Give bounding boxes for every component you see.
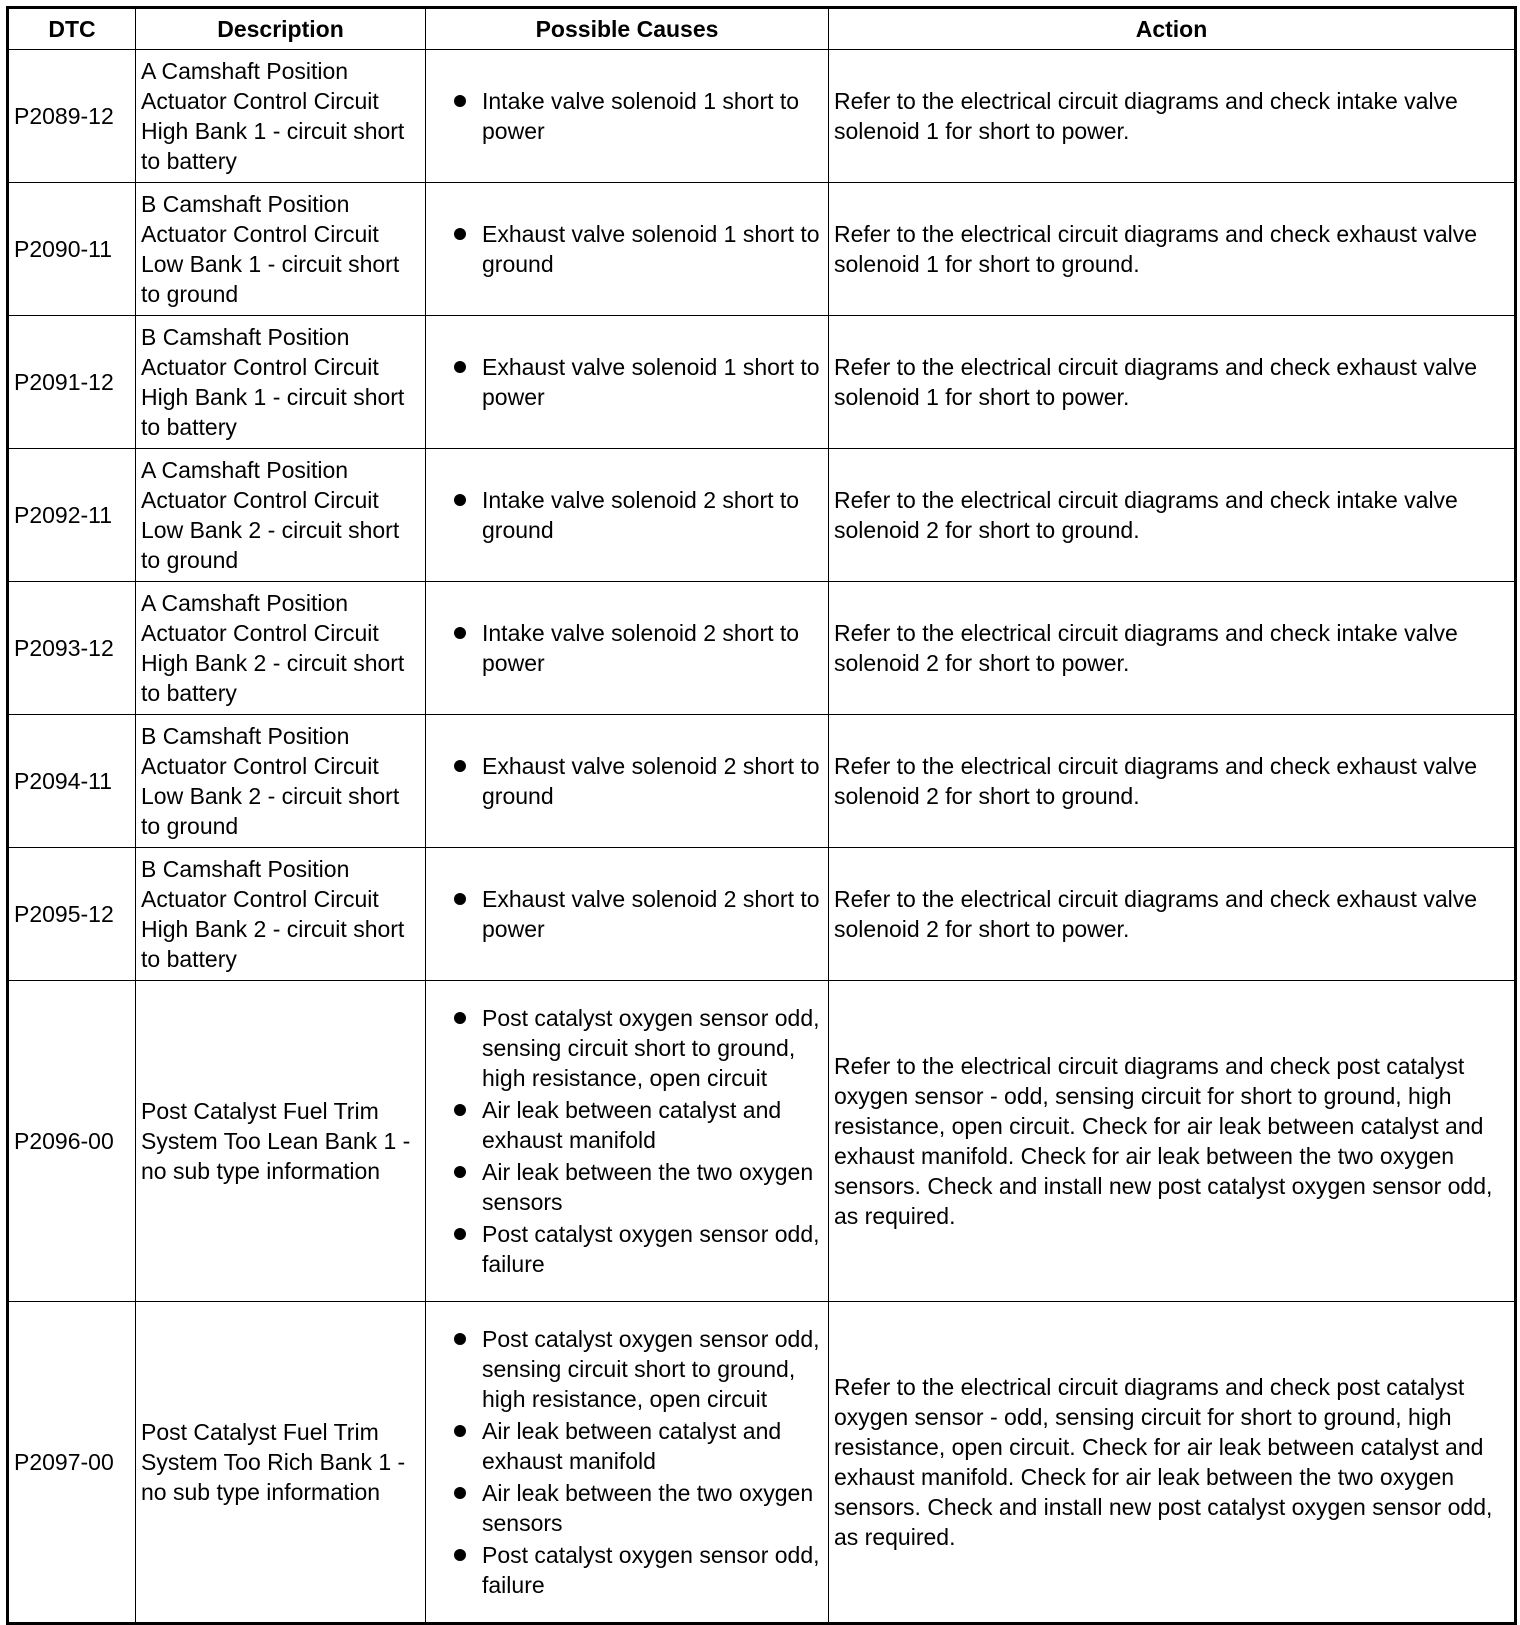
dtc-code: P2097-00 xyxy=(8,1302,136,1624)
cause-text: Exhaust valve solenoid 2 short to ground xyxy=(482,753,820,809)
table-row xyxy=(8,981,1516,1302)
cause-item xyxy=(431,1416,823,1476)
cause-text: Exhaust valve solenoid 2 short to power xyxy=(482,886,820,942)
table-row xyxy=(8,582,1516,715)
header-dtc: DTC xyxy=(8,8,136,50)
cause-text: Post catalyst oxygen sensor odd, failure xyxy=(482,1542,820,1598)
causes-list xyxy=(431,485,823,545)
table-row xyxy=(8,1302,1516,1624)
dtc-code: P2090-11 xyxy=(8,183,136,316)
dtc-description: B Camshaft Position Actuator Control Circuit High Bank 2 - circuit short to battery xyxy=(136,848,426,981)
cause-item xyxy=(431,219,823,279)
dtc-code: P2095-12 xyxy=(8,848,136,981)
causes-list xyxy=(431,352,823,412)
header-action: Action xyxy=(829,8,1516,50)
dtc-description: B Camshaft Position Actuator Control Circuit Low Bank 1 - circuit short to ground xyxy=(136,183,426,316)
header-description: Description xyxy=(136,8,426,50)
cause-text: Post catalyst oxygen sensor odd, sensing circuit short to ground, high resistance, open circuit xyxy=(482,1326,820,1412)
action-text: Refer to the electrical circuit diagrams and check intake valve solenoid 2 for short to ground. xyxy=(829,449,1516,582)
bullet-icon xyxy=(454,1425,466,1437)
dtc-table xyxy=(6,6,1517,1625)
action-text: Refer to the electrical circuit diagrams and check intake valve solenoid 1 for short to power. xyxy=(829,50,1516,183)
cause-text: Exhaust valve solenoid 1 short to power xyxy=(482,354,820,410)
action-text: Refer to the electrical circuit diagrams and check post catalyst oxygen sensor - odd, sensing circuit for short to ground, high resistance, open circuit. Check for air leak between catalyst and exhaust manifold. Check for air leak between the two oxygen sensors. Check and install new post catalyst oxygen sensor odd, as required. xyxy=(829,1302,1516,1624)
causes-list xyxy=(431,219,823,279)
bullet-icon xyxy=(454,1549,466,1561)
cause-item xyxy=(431,618,823,678)
cause-text: Post catalyst oxygen sensor odd, sensing circuit short to ground, high resistance, open circuit xyxy=(482,1005,820,1091)
possible-causes-cell xyxy=(426,316,829,449)
bullet-icon xyxy=(454,1012,466,1024)
cause-item xyxy=(431,1478,823,1538)
cause-item xyxy=(431,1219,823,1279)
possible-causes-cell xyxy=(426,1302,829,1624)
cause-item xyxy=(431,86,823,146)
cause-item xyxy=(431,751,823,811)
bullet-icon xyxy=(454,494,466,506)
bullet-icon xyxy=(454,95,466,107)
bullet-icon xyxy=(454,760,466,772)
dtc-code: P2089-12 xyxy=(8,50,136,183)
dtc-code: P2096-00 xyxy=(8,981,136,1302)
dtc-description: B Camshaft Position Actuator Control Circuit High Bank 1 - circuit short to battery xyxy=(136,316,426,449)
possible-causes-cell xyxy=(426,449,829,582)
action-text: Refer to the electrical circuit diagrams and check exhaust valve solenoid 1 for short to ground. xyxy=(829,183,1516,316)
possible-causes-cell xyxy=(426,50,829,183)
cause-text: Air leak between catalyst and exhaust manifold xyxy=(482,1418,782,1474)
bullet-icon xyxy=(454,228,466,240)
bullet-icon xyxy=(454,1228,466,1240)
dtc-description: Post Catalyst Fuel Trim System Too Rich Bank 1 - no sub type information xyxy=(136,1302,426,1624)
action-text: Refer to the electrical circuit diagrams and check post catalyst oxygen sensor - odd, sensing circuit for short to ground, high resistance, open circuit. Check for air leak between catalyst and exhaust manifold. Check for air leak between the two oxygen sensors. Check and install new post catalyst oxygen sensor odd, as required. xyxy=(829,981,1516,1302)
causes-list xyxy=(431,618,823,678)
table-row xyxy=(8,715,1516,848)
dtc-description: A Camshaft Position Actuator Control Circuit Low Bank 2 - circuit short to ground xyxy=(136,449,426,582)
table-row xyxy=(8,50,1516,183)
bullet-icon xyxy=(454,627,466,639)
table-header-row xyxy=(8,8,1516,50)
cause-text: Post catalyst oxygen sensor odd, failure xyxy=(482,1221,820,1277)
cause-item xyxy=(431,1003,823,1093)
dtc-code: P2094-11 xyxy=(8,715,136,848)
action-text: Refer to the electrical circuit diagrams and check intake valve solenoid 2 for short to power. xyxy=(829,582,1516,715)
possible-causes-cell xyxy=(426,848,829,981)
causes-list xyxy=(431,884,823,944)
cause-item xyxy=(431,1540,823,1600)
action-text: Refer to the electrical circuit diagrams and check exhaust valve solenoid 2 for short to ground. xyxy=(829,715,1516,848)
causes-list xyxy=(431,1003,823,1279)
cause-item xyxy=(431,485,823,545)
dtc-description: A Camshaft Position Actuator Control Circuit High Bank 1 - circuit short to battery xyxy=(136,50,426,183)
causes-list xyxy=(431,1324,823,1600)
dtc-code: P2092-11 xyxy=(8,449,136,582)
cause-text: Air leak between the two oxygen sensors xyxy=(482,1159,814,1215)
causes-list xyxy=(431,751,823,811)
table-row xyxy=(8,848,1516,981)
cause-text: Air leak between catalyst and exhaust manifold xyxy=(482,1097,782,1153)
possible-causes-cell xyxy=(426,981,829,1302)
cause-item xyxy=(431,1095,823,1155)
cause-text: Exhaust valve solenoid 1 short to ground xyxy=(482,221,820,277)
cause-text: Intake valve solenoid 1 short to power xyxy=(482,88,800,144)
table-row xyxy=(8,183,1516,316)
bullet-icon xyxy=(454,1333,466,1345)
bullet-icon xyxy=(454,1487,466,1499)
dtc-description: B Camshaft Position Actuator Control Circuit Low Bank 2 - circuit short to ground xyxy=(136,715,426,848)
cause-item xyxy=(431,1324,823,1414)
dtc-code: P2093-12 xyxy=(8,582,136,715)
cause-item xyxy=(431,884,823,944)
table-row xyxy=(8,316,1516,449)
bullet-icon xyxy=(454,1166,466,1178)
cause-text: Intake valve solenoid 2 short to ground xyxy=(482,487,800,543)
cause-item xyxy=(431,352,823,412)
cause-text: Intake valve solenoid 2 short to power xyxy=(482,620,800,676)
causes-list xyxy=(431,86,823,146)
action-text: Refer to the electrical circuit diagrams and check exhaust valve solenoid 1 for short to power. xyxy=(829,316,1516,449)
cause-text: Air leak between the two oxygen sensors xyxy=(482,1480,814,1536)
table-row xyxy=(8,449,1516,582)
dtc-code: P2091-12 xyxy=(8,316,136,449)
action-text: Refer to the electrical circuit diagrams and check exhaust valve solenoid 2 for short to power. xyxy=(829,848,1516,981)
dtc-description: Post Catalyst Fuel Trim System Too Lean Bank 1 - no sub type information xyxy=(136,981,426,1302)
header-possible-causes: Possible Causes xyxy=(426,8,829,50)
possible-causes-cell xyxy=(426,183,829,316)
possible-causes-cell xyxy=(426,582,829,715)
bullet-icon xyxy=(454,1104,466,1116)
bullet-icon xyxy=(454,893,466,905)
possible-causes-cell xyxy=(426,715,829,848)
bullet-icon xyxy=(454,361,466,373)
dtc-description: A Camshaft Position Actuator Control Circuit High Bank 2 - circuit short to battery xyxy=(136,582,426,715)
cause-item xyxy=(431,1157,823,1217)
